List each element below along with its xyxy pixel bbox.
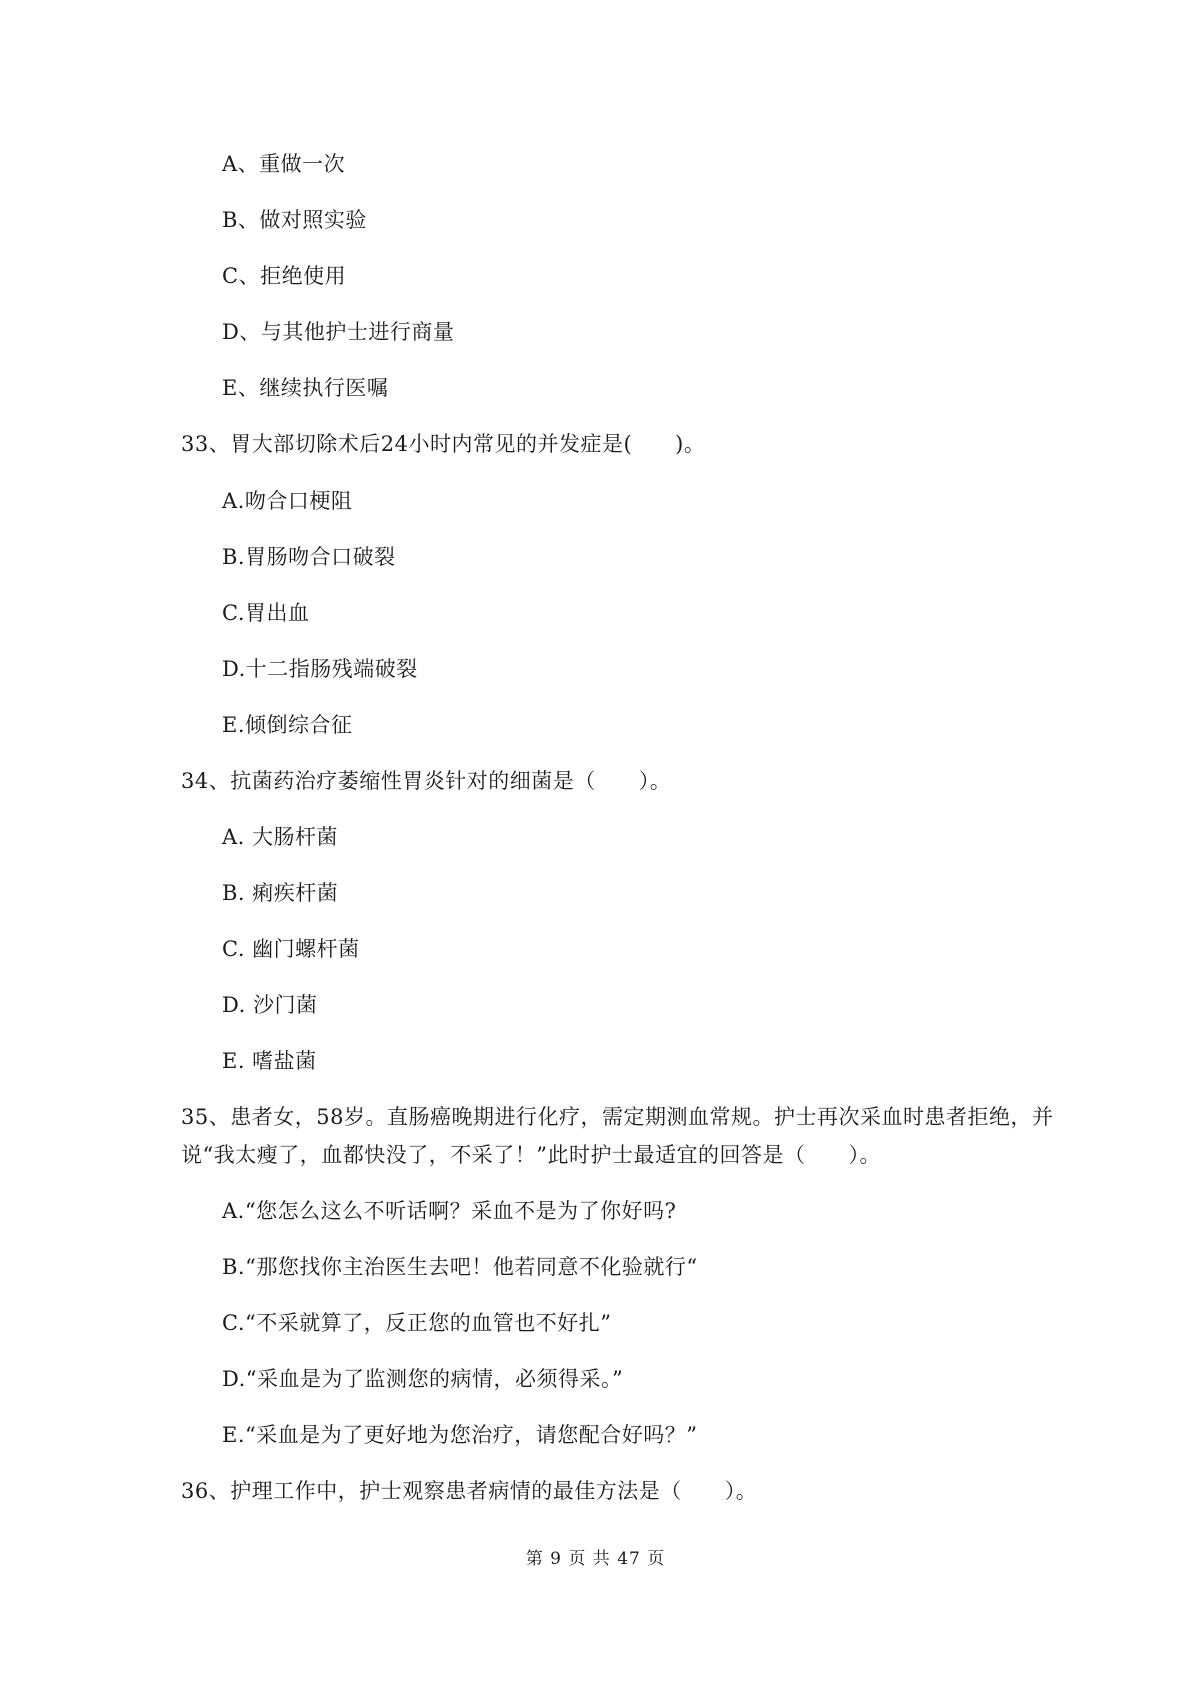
question-34-stem: 34、抗菌药治疗萎缩性胃炎针对的细菌是（ ）。 [181, 769, 672, 793]
option-a: A、重做一次 [222, 152, 346, 176]
option-e: E、继续执行医嘱 [222, 376, 389, 400]
q35-option-d: D.“采血是为了监测您的病情，必须得采。” [222, 1367, 624, 1391]
q35-option-e: E.“采血是为了更好地为您治疗，请您配合好吗？” [222, 1423, 698, 1447]
question-33-stem: 33、胃大部切除术后24小时内常见的并发症是( )。 [181, 432, 706, 456]
q33-option-d: D.十二指肠残端破裂 [222, 657, 418, 681]
q33-option-e: E.倾倒综合征 [222, 713, 353, 737]
q35-option-a: A.“您怎么这么不听话啊？采血不是为了你好吗? [222, 1199, 677, 1223]
question-36-stem: 36、护理工作中，护士观察患者病情的最佳方法是（ ）。 [181, 1479, 758, 1503]
q34-option-a: A. 大肠杆菌 [222, 825, 339, 849]
question-35-stem-line1: 35、患者女，58岁。直肠癌晚期进行化疗，需定期测血常规。护士再次采血时患者拒绝，并 [181, 1105, 1054, 1129]
page-footer: 第 9 页 共 47 页 [525, 1549, 666, 1569]
q35-option-b: B.“那您找你主治医生去吧！他若同意不化验就行“ [222, 1255, 698, 1279]
q34-option-c: C. 幽门螺杆菌 [222, 937, 360, 961]
q33-option-a: A.吻合口梗阻 [222, 489, 353, 513]
q34-option-e: E. 嗜盐菌 [222, 1049, 317, 1073]
q33-option-b: B.胃肠吻合口破裂 [222, 545, 396, 569]
q33-option-c: C.胃出血 [222, 601, 310, 625]
q34-option-d: D. 沙门菌 [222, 993, 318, 1017]
option-b: B、做对照实验 [222, 208, 367, 232]
q35-option-c: C.“不采就算了，反正您的血管也不好扎” [222, 1311, 612, 1335]
question-35-stem-line2: 说“我太瘦了，血都快没了，不采了！”此时护士最适宜的回答是（ ）。 [181, 1143, 881, 1167]
option-d: D、与其他护士进行商量 [222, 320, 455, 344]
option-c: C、拒绝使用 [222, 264, 347, 288]
q34-option-b: B. 痢疾杆菌 [222, 881, 339, 905]
